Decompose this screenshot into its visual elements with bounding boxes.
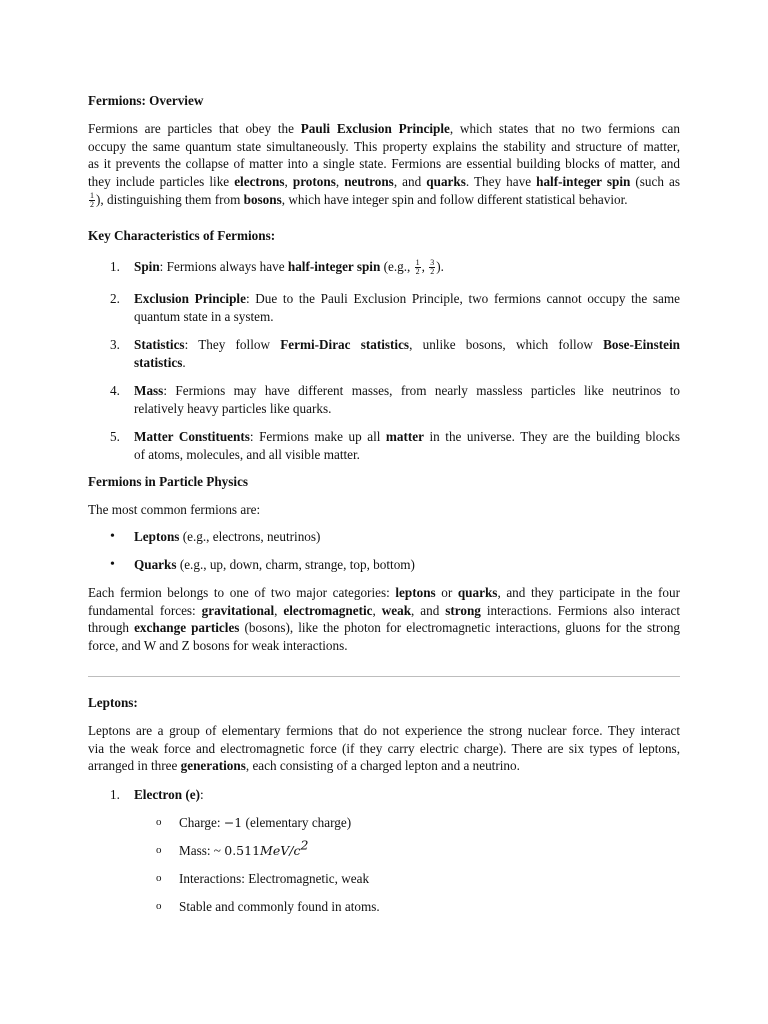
horizontal-divider <box>88 676 680 677</box>
fraction-one-half: $\frac{1}{2}$ <box>415 258 420 277</box>
heading-leptons: Leptons: <box>88 695 138 710</box>
circle-bullet-icon: o <box>156 844 162 856</box>
circle-bullet-icon: o <box>156 900 162 912</box>
particle-intro: The most common fermions are: <box>88 502 261 517</box>
bullet-icon: • <box>110 557 115 572</box>
overview-paragraph: Fermions are particles that obey the Pauli Exclusion Principle, which states that no two fermions can occupy the same quantum state simultaneously. This property explains the stability and structure of matter, as it prevents the collapse of matter into a single state. Fermions are essential building blocks of matter, and they include particles like electrons, protons, neutrons, and quarks. They have half-integer spin (such as $\frac{1}{2}$ ), distinguishing them from bosons, which have integer spin and follow different statistical behavior. <box>88 121 681 210</box>
particle-paragraph: Each fermion belongs to one of two major categories: leptons or quarks, and they participate in the four fundamental forces: gravitational, electromagnetic, weak, and strong interactions. Fermions also interact through exchange particles (bosons), like the photon for electromagnetic interactions, gluons for the strong force, and W and Z bosons for weak interactions. <box>88 585 681 653</box>
heading-overview: Fermions: Overview <box>88 93 204 108</box>
fraction-three-halves: $\frac{3}{2}$ <box>430 258 435 277</box>
circle-bullet-icon: o <box>156 816 162 828</box>
heading-key-characteristics: Key Characteristics of Fermions: <box>88 228 276 243</box>
bullet-icon: • <box>110 529 115 544</box>
fraction-one-half: $\frac{1}{2}$ <box>90 191 94 210</box>
heading-particle-physics: Fermions in Particle Physics <box>88 474 249 489</box>
circle-bullet-icon: o <box>156 872 162 884</box>
leptons-paragraph: Leptons are a group of elementary fermions that do not experience the strong nuclear force. They interact via the weak force and electromagnetic force (if they carry electric charge). There are six types of leptons, arranged in three generations, each consisting of a charged lepton and a neutrino. <box>88 723 680 773</box>
